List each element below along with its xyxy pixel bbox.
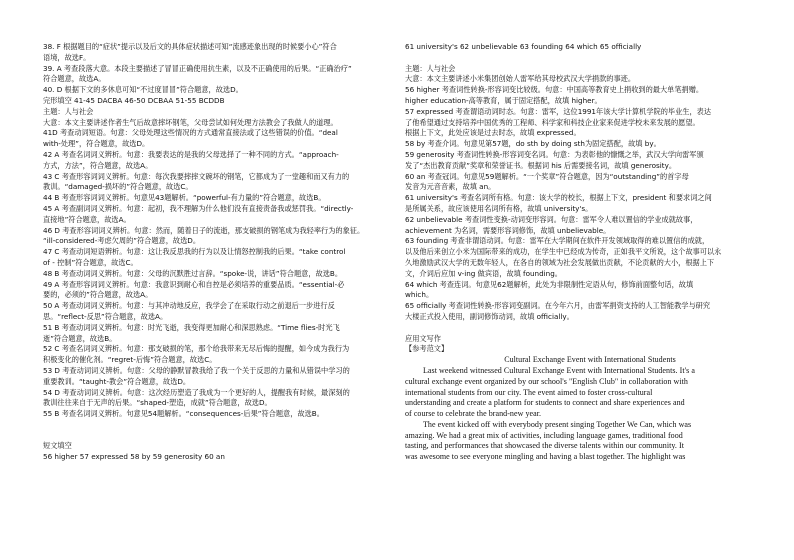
- left-text-line: 44 B 考查形容词词义辨析。句意见43题解析。“powerful-有力量的”符合题意，故选B。: [43, 193, 326, 203]
- right-text-line: 60 an 考查冠词。句意见59题解析。“一个奖章”符合题意，因为“outstanding”的首字母: [405, 171, 689, 181]
- left-text-line: 49 A 考查形容词词义辨析。句意：我意识到耐心和自控是必须培养的重要品质。“essential-必: [43, 279, 345, 289]
- left-text-line: 语境，故选F。: [43, 52, 91, 62]
- left-text-line: 42 A 考查名词词义辨析。句意：我要表达的是我的父母选择了一种不同的方式。“approach-: [43, 149, 339, 159]
- left-text-line: 逝”符合题意，故选B。: [43, 333, 117, 343]
- right-text-line: 61 university's 考查名词所有格。句意：该大学的校长，根据上下文，president 和要求词之间: [405, 193, 712, 203]
- left-text-line: 47 C 考查动词短语辨析。句意：这让我反思我的行为以及让情怒控制我的后果。“take control: [43, 247, 346, 257]
- left-column: [43, 42, 395, 463]
- right-text-line: 久地激励武汉大学的无数年轻人，在各自的领域为社会发展做出贡献，不论贡献的大小，根据上下: [405, 257, 715, 267]
- right-text-line: cultural exchange event organized by our school's "English Club" in collaboration with: [405, 376, 688, 386]
- left-text-line: 53 D 考查动词词义辨析。句意：父母的静默冒教我给了我一个关于反思的力量和从错误中学习的: [43, 365, 350, 375]
- right-text-line: 发了“杰出教育贡献”奖章和荣誉证书。根据词 his 后需要接名词，故填 generosity。: [405, 160, 677, 170]
- right-text-line: higher education-高等教育，属于固定搭配，故填 higher。: [405, 95, 602, 105]
- right-text-line: 了他希望通过支持培养中国优秀的工程师、科学家和科技企业家来促进学校未来发展的愿望。: [405, 117, 700, 127]
- right-text-line: 65 officially 考查词性转换-形容词变副词。在今年六月，由雷军捐资支持的人工智能教学与研究: [405, 301, 711, 311]
- right-text-line: 大楼正式投入使用，副词修饰动词，故填 officially。: [405, 311, 574, 321]
- left-text-line: of - 控制”符合题意，故选C。: [43, 257, 138, 267]
- left-text-line: 方式，方法”，符合题意，故选A。: [43, 160, 153, 170]
- left-text-line: 55 B 考查名词词义辨析。句意见54题解析。“consequences-后果”符合题意，故选B。: [43, 409, 324, 419]
- right-text-line: The event kicked off with everybody present singing Together We Can, which was: [423, 419, 692, 429]
- right-text-line: 59 generosity 考查词性转换-形容词变名词。句意：为表彰他的慷慨之举，武汉大学向雷军颁: [405, 149, 704, 159]
- left-text-line: 45 A 考查副词词义辨析。句意：起初，我不理解为什么他们没有直接责备我或惩罚我。“directly-: [43, 203, 354, 213]
- left-text-line: 思。“reflect-反思”符合题意，故选A。: [43, 311, 168, 321]
- left-text-line: 48 B 考查动词词义辨析。句意：父母的沉默胜过言辞。“spoke-说，讲话”符合题意，故选B。: [43, 268, 343, 278]
- right-text-line: 62 unbelievable 考查词性变换-动词变形容词。句意：雷军令人难以置信的学业成就故事，: [405, 214, 698, 224]
- left-text-line: 43 C 考查形容词词义辨析。句意：每次我要摔摔文碗坏的钢笔，它都成为了一堂趣和而又有力的: [43, 171, 350, 181]
- right-text-line: of course to celebrate the brand-new year.: [405, 409, 542, 419]
- left-text-line: 41D 考查动词短语。句意：父母处理这些情况的方式通常直接法或了这些错误的价值。“deal: [43, 128, 338, 138]
- right-text-line: amazing. We had a great mix of activities, including language games, traditional food: [405, 430, 683, 440]
- left-text-line: 46 D 考查形容词词义辨析。句意：然而，随着日子的流逝，那支破损的钢笔成为我轻率行为的象征。: [43, 225, 365, 235]
- left-text-line: 教训。“damaged-损坏的”符合题意，故选C。: [43, 182, 193, 192]
- right-spacer: [405, 323, 775, 334]
- right-text-line: understanding and create a platform for students to connect and share experiences and: [405, 398, 685, 408]
- left-text-line: 39. A 考查段落大意。本段主要描述了冒冒正确使用抗生素，以及不正确使用的后果。“正确治疗”: [43, 63, 352, 73]
- left-text-line: 积极变化的催化剂。“regret-后悔”符合题意，故选C。: [43, 355, 217, 365]
- right-text-line: 57 expressed 考查谓语动词时态。句意：雷军，这位1991年该大学计算机学院的毕业生，表达: [405, 106, 712, 116]
- left-text-line: “ill-considered-考虑欠周的”符合题意，故选D。: [43, 236, 201, 246]
- left-text-line: 教训往往来自于无声的后果。“shaped-塑造，成就”符合题意，故选D。: [43, 398, 272, 408]
- right-text-line: 应用文写作: [405, 333, 441, 343]
- left-text-line: 完形填空 41-45 DACBA 46-50 DCBAA 51-55 BCDDB: [43, 95, 225, 105]
- right-text-line: 58 by 考查介词。句意见第57题，do sth by doing sth为固定搭配，故填 by。: [405, 139, 661, 149]
- left-text-line: 54 D 考查动词词义辨析。句意：这次经历塑造了我成为一个更好的人，提醒我有时候，最深刻的: [43, 387, 350, 397]
- left-text-line: 大意：本文主要讲述作者生气后故意摔坏钢笔，父母尝试如何处理方法教会了我做人的道理。: [43, 117, 338, 127]
- left-spacer: [43, 420, 395, 431]
- right-text-line: 61 university's 62 unbelievable 63 founding 64 which 65 officially: [405, 42, 642, 51]
- right-text-line: 以及他后来创立小米为国际带来的成功，在学生中已经成为传奇，正如我平文所说，这个故事可以永: [405, 247, 722, 257]
- left-text-line: 符合题意，故选A。: [43, 74, 106, 84]
- left-text-line: 50 A 考查动词词义辨析。句意：与其冲动地反应，我学会了在采取行动之前退后一步进行反: [43, 301, 335, 311]
- right-text-line: which。: [405, 290, 434, 300]
- right-text-line: achievement 为名词，需要形容词修饰，故填 unbelievable。: [405, 225, 611, 235]
- left-text-line: 51 B 考查动词词义辨析。句意：时光飞逝，我变得更加耐心和深思熟虑。“Time flies-时光飞: [43, 322, 340, 332]
- left-text-line: 要的，必须的”符合题意，故选A。: [43, 290, 153, 300]
- right-text-line: 是所属关系，故应该使用名词所有格，故填 university's。: [405, 203, 593, 213]
- right-text-line: Cultural Exchange Event with International Students: [504, 355, 676, 365]
- left-text-line: 直接地”符合题意，故选A。: [43, 214, 131, 224]
- right-column: [405, 42, 775, 463]
- right-text-line: Last weekend witnessed Cultural Exchange Event with International Students. It's a: [423, 365, 695, 375]
- left-text-line: 52 C 考查名词词义辨析。句意：那支破损的笔，那个给我带来无尽后悔的提醒，如今成为我行为: [43, 344, 350, 354]
- left-text-line: 40. D 根据下文的多休息可知“不过度冒冒”符合题意，故选D。: [43, 85, 243, 95]
- right-text-line: 文，介词后应加 v-ing 做宾语，故填 founding。: [405, 268, 562, 278]
- left-text-line: 重要教训。“taught-教会”符合题意，故选D。: [43, 376, 191, 386]
- left-text-line: 主题：人与社会: [43, 106, 94, 116]
- left-text-line: with-处理”，符合题意，故选D。: [43, 139, 150, 149]
- right-text-line: 大意：本文主要讲述小米集团创始人雷军给其母校武汉大学捐款的事迹。: [405, 74, 636, 84]
- right-text-line: 主题：人与社会: [405, 63, 456, 73]
- right-text-line: 根据上下文，此处应该是过去时态，故填 expressed。: [405, 128, 581, 138]
- right-text-line: 发音为元音音素，故填 an。: [405, 182, 496, 192]
- right-text-line: 56 higher 考查词性转换-形容词变比较级。句意：中国高等教育史上捐收到的最大单笔捐赠。: [405, 85, 704, 95]
- left-text-line: 短文填空: [43, 441, 72, 451]
- left-spacer: [43, 431, 395, 442]
- right-text-line: tasting, and performances that showcased the diverse talents within our community. It: [405, 441, 684, 451]
- right-text-line: 64 which 考查连词。句意见62题解析，此处为非限制性定语从句，修饰前面整句话，故填: [405, 279, 694, 289]
- right-text-line: 【参考范文】: [405, 344, 449, 354]
- right-spacer: [405, 53, 775, 64]
- right-text-line: 63 founding 考查非谓语动词。句意：雷军在大学期间在软件开发领域取得的难以置信的成就，: [405, 236, 710, 246]
- right-text-line: was awesome to see everyone mingling and having a blast together. The highlight was: [405, 452, 686, 462]
- left-text-line: 38. F 根据题目的“症状”提示以及后文的具体症状描述可知“流感迹象出现的时候要小心”符合: [43, 42, 337, 51]
- right-text-line: international students from our city. The event aimed to foster cross-cultural: [405, 387, 653, 397]
- left-text-line: 56 higher 57 expressed 58 by 59 generosity 60 an: [43, 452, 225, 462]
